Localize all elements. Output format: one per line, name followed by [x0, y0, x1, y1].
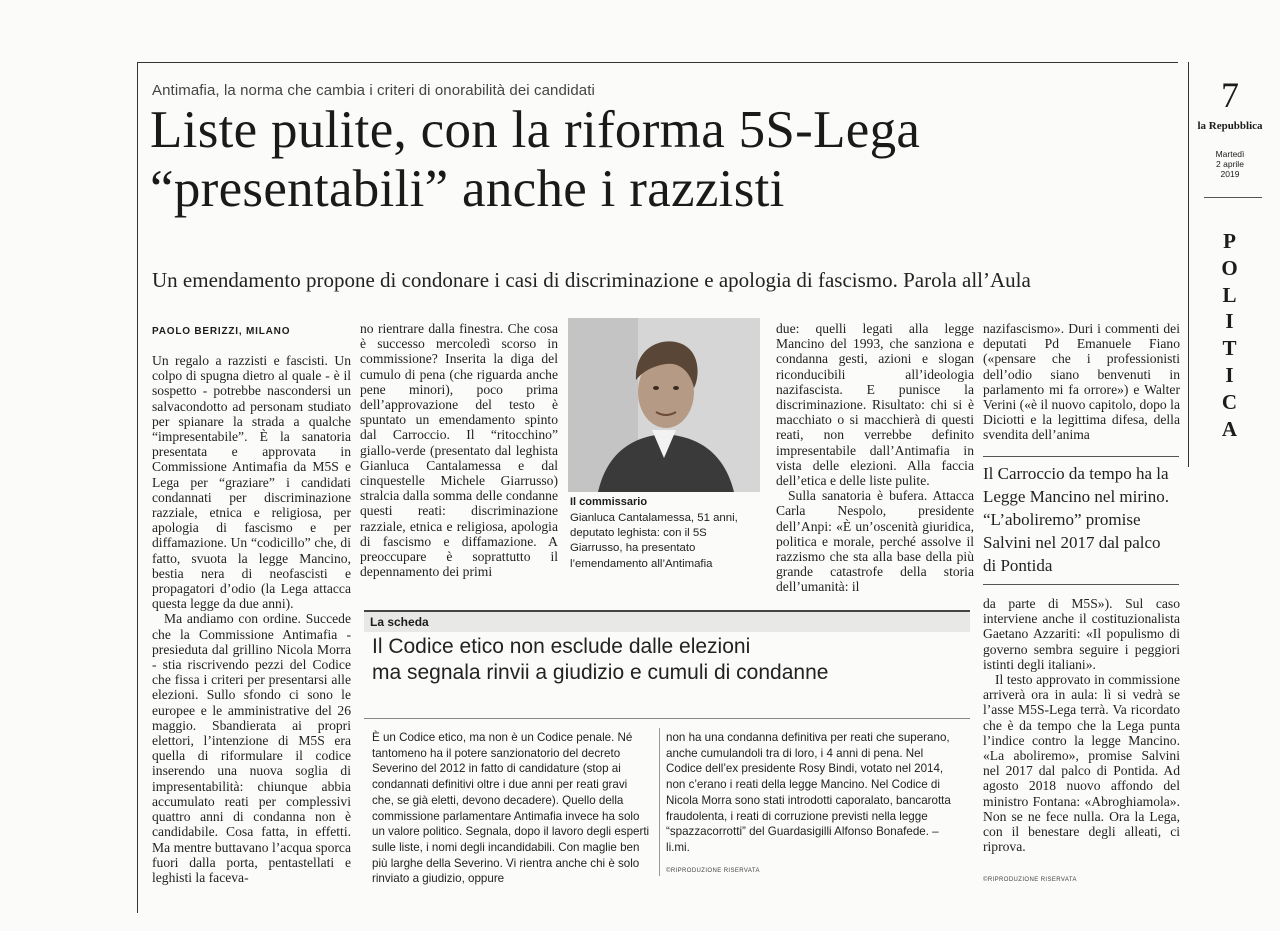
sidebar-rule — [1204, 197, 1262, 198]
section-letter: P — [1223, 229, 1237, 253]
paragraph: due: quelli legati alla legge Mancino del 1993, che sanziona e condanna gesti, azioni e slogan riconducibili all’ideologia nazifascista. E punisce la discriminazione. Risultato: chi si è macchiato o si macchierà di questi reati, non verrebbe definito impresentabile dall’Antimafia in vista delle elezioni. Alla faccia dell’etica e delle liste pulite. — [776, 321, 974, 489]
section-letter: I — [1225, 309, 1235, 334]
paragraph: Un regalo a razzisti e fascisti. Un colpo di spugna dietro al quale - è il sospetto - potrebbe nascondersi un salvacondotto ad personam studiato per spianare la strada a qualche “impresentabile”. È la sanatoria presentata e approvata in Commissione Antimafia da M5S e Lega per “graziare” i candidati condannati per discriminazione razziale, etnica e religiosa, per apologia di fascismo e per diffamazione. Un “codicillo” che, di fatto, svuota la legge Mancino, bestia nera di neofascisti e propagatori d’odio (la Lega attacca questa legge da due anni). — [152, 353, 351, 612]
headline-line: “presentabili” anche i razzisti — [150, 160, 785, 218]
page-number: 7 — [1221, 75, 1239, 115]
newspaper-name: la Repubblica — [1197, 120, 1263, 132]
section-letter: A — [1221, 416, 1239, 441]
scheda-title-line: ma segnala rinvii a giudizio e cumuli di condanne — [372, 661, 829, 684]
body-column-3 — [776, 321, 974, 595]
date-year: 2019 — [1220, 169, 1240, 179]
section-letter: C — [1221, 389, 1239, 414]
portrait-photo — [568, 318, 760, 492]
section-letter: L — [1222, 282, 1238, 307]
body-column-2 — [360, 321, 558, 579]
scheda-column-2: non ha una condanna definitiva per reati che superano, anche cumulandoli tra di loro, i 4 anni di pena. Nel Codice dell’ex presidente Rosy Bindi, votato nel 2014, non c’erano i reati della legge Mancino. Nel Codice di Nicola Morra sono stati introdotti caporalato, bancarotta fraudolenta, i reati di corruzione previsti nella legge “spazzacorrotti” del Guardasigilli Alfonso Bonafede. – li.mi. — [666, 731, 951, 854]
paragraph: Ma andiamo con ordine. Succede che la Commissione Antimafia - presieduta dal grillino Nicola Morra - stia riscrivendo pezzi del Codice che fissa i criteri per presentarsi alle elezioni. Sullo sfondo ci sono le europee e le amministrative del 26 maggio. Sbandierata ai propri elettori, l’intenzione di M5S era quella di riformulare il codice inserendo una nuova soglia di impresentabilità: chiunque abbia accumulato reati per complessivi quattro anni di condanna non è candidabile. Cosa fatta, in effetti. Ma mentre buttavano l’acqua sporca fuori dalla porta, pentastellati e leghisti la faceva- — [152, 611, 351, 885]
scheda-title-line: Il Codice etico non esclude dalle elezioni — [372, 635, 751, 658]
scheda-label: La scheda — [370, 615, 429, 629]
pull-quote-rule-top — [983, 456, 1179, 457]
article-subheadline: Un emendamento propone di condonare i casi di discriminazione e apologia di fascismo. Parola all’Aula — [152, 268, 1031, 292]
paragraph: nazifascismo». Duri i commenti dei deputati Pd Emanuele Fiano («pensare che i professionisti dell’odio siano benvenuti in parlamento mi fa orrore») e Walter Verini («è il nuovo capitolo, dopo la Diciotti e la legittima difesa, della svendita dell’anima — [983, 321, 1180, 443]
scheda-column-divider — [659, 728, 660, 876]
body-column-4-top — [983, 321, 1180, 443]
article-kicker: Antimafia, la norma che cambia i criteri di onorabilità dei candidati — [152, 82, 595, 99]
scheda-rule — [364, 718, 970, 719]
body-column-4-bottom — [983, 596, 1180, 854]
scheda-column-1: È un Codice etico, ma non è un Codice penale. Né tantomeno ha il potere sanzionatorio del decreto Severino del 2012 in fatto di candidature (stop ai condannati definitivi oltre i due anni per reati gravi che, se già eletti, devono decadere). Quello della commissione parlamentare Antimafia invece ha solo un valore politico. Segnala, dopo il lavoro degli esperti sulle liste, i nomi degli incandidabili. Con maglie ben più larghe della Severino. Vi rientra anche chi è solo rinviato a giudizio, oppure — [372, 731, 650, 886]
paragraph: no rientrare dalla finestra. Che cosa è successo mercoledì scorso in commissione? Inserita la diga del cumulo di pena (che riguarda anche pene minori), poco prima dell’approvazione del testo è spuntato un emendamento spinto dal Carroccio. Il “ritocchino” giallo-verde (presentato dal leghista Gianluca Cantalamessa e dal cinquestelle Michele Giarrusso) stralcia dalla somma delle condanne questi reati: discriminazione razziale, etnica e religiosa, apologia di fascismo e diffamazione. A preoccupare è soprattutto il depennamento dei primi — [360, 321, 558, 580]
scheda-header-band — [364, 612, 970, 632]
pull-quote-rule-bottom — [983, 584, 1179, 585]
scheda-copyright-note: ©RIPRODUZIONE RISERVATA — [666, 868, 760, 874]
portrait-illustration — [568, 318, 760, 492]
section-letter: I — [1225, 362, 1235, 387]
article-headline — [150, 101, 1150, 219]
date-weekday: Martedì — [1215, 149, 1245, 159]
section-label — [1190, 228, 1270, 442]
photo-caption-title: Il commissario — [570, 496, 648, 508]
paragraph: Sulla sanatoria è bufera. Attacca Carla Nespolo, presidente dell’Anpi: «È un’oscenità giuridica, politica e morale, perché assolve il razzismo che sta alla base della più grande catastrofe della storia dell’umanità: il — [776, 488, 974, 595]
photo-caption: Gianluca Cantalamessa, 51 anni, deputato leghista: con il 5S Giarrusso, ha presentato l’emendamento all’Antimafia — [570, 512, 738, 570]
copyright-note: ©RIPRODUZIONE RISERVATA — [983, 877, 1077, 883]
pull-quote: Il Carroccio da tempo ha la Legge Mancino nel mirino. “L’aboliremo” promise Salvini nel 2017 dal palco di Pontida — [983, 464, 1170, 575]
sidebar-divider — [1188, 62, 1189, 467]
body-column-1 — [152, 353, 351, 885]
headline-line: Liste pulite, con la riforma 5S-Lega — [150, 101, 921, 159]
paragraph: Il testo approvato in commissione arriverà ora in aula: lì si vedrà se l’asse M5S-Lega terrà. Va ricordato che è da tempo che la Lega punta l’indice contro la legge Mancino. «La aboliremo», promise Salvini nel 2017 dal palco di Pontida. Ad agosto 2018 nuovo affondo del ministro Fontana: «Abroghiamola». Non se ne fece nulla. Ora la Lega, con il benestare degli alleati, ci riprova. — [983, 672, 1180, 855]
date-day-month: 2 aprile — [1216, 159, 1244, 169]
article-byline: PAOLO BERIZZI, MILANO — [152, 326, 291, 337]
issue-date — [1190, 149, 1270, 179]
paragraph: da parte di M5S»). Sul caso interviene anche il costituzionalista Gaetano Azzariti: «Il populismo di governo sembra seguire i peggiori istinti degli italiani». — [983, 596, 1180, 672]
section-letter: O — [1221, 255, 1239, 280]
scheda-title — [372, 634, 962, 686]
section-letter: T — [1222, 336, 1238, 361]
